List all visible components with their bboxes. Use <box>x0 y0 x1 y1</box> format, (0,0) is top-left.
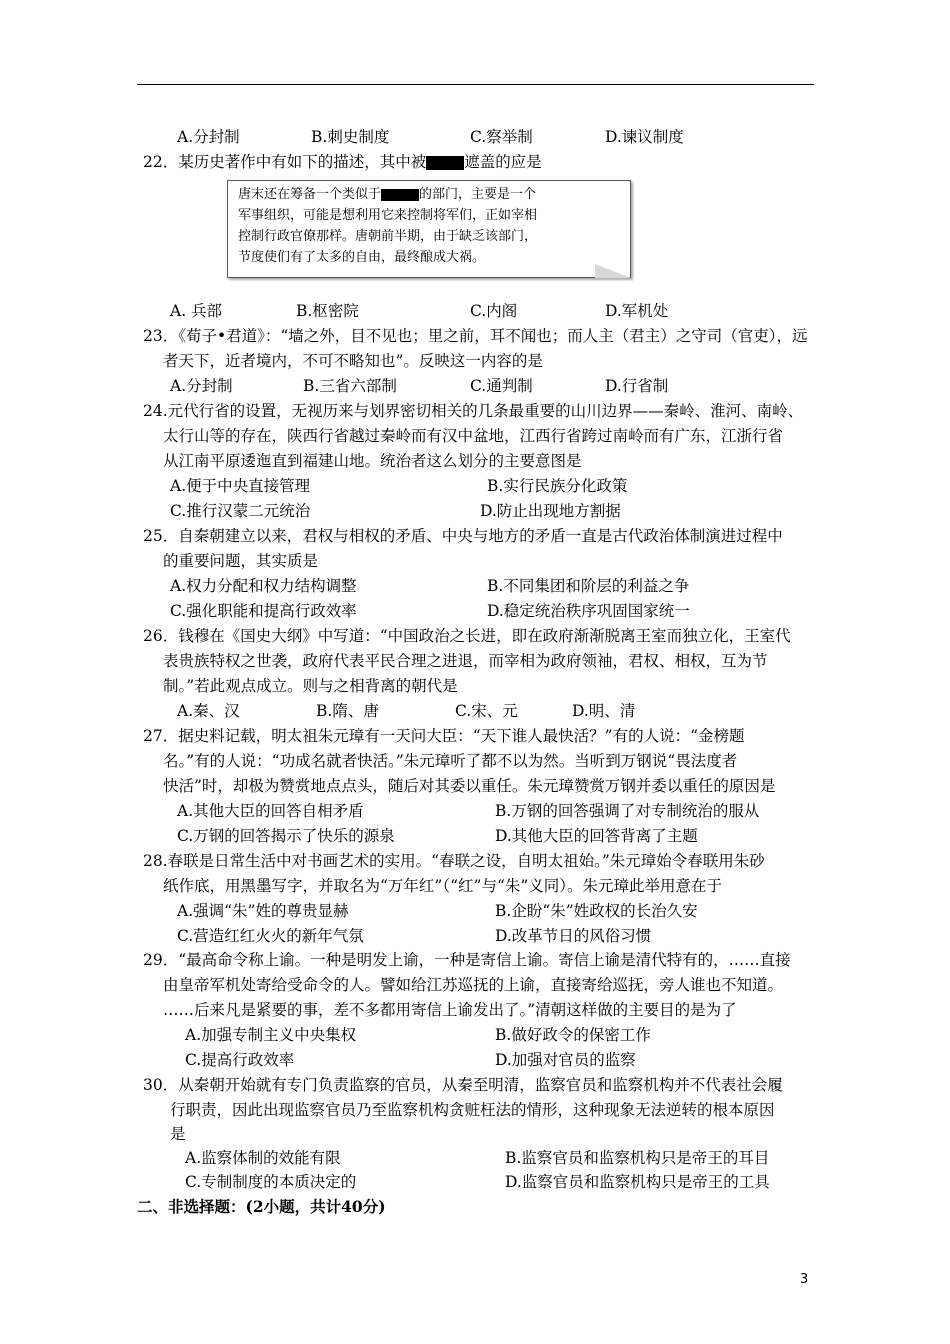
q27-option-b: B.万钢的回答强调了对专制统治的服从 <box>495 802 760 820</box>
q29-line-3: ……后来凡是紧要的事，差不多都用寄信上谕发出了。”清朝这样做的主要目的是为了 <box>163 1001 737 1019</box>
q24-option-c: C.推行汉蒙二元统治 <box>170 502 311 520</box>
q25-line-2: 的重要问题，其实质是 <box>163 552 319 570</box>
q30-line-2: 行职责，因此出现监察官员乃至监察机构贪赃枉法的情形，这种现象无法逆转的根本原因 <box>170 1101 775 1119</box>
q22-option-a: A. 兵部 <box>170 302 223 320</box>
q21-option-d: D.谏议制度 <box>605 128 684 146</box>
q30-option-c: C.专制制度的本质决定的 <box>185 1173 357 1191</box>
q22-option-b: B.枢密院 <box>296 302 359 320</box>
q29-option-a: A.加强专制主义中央集权 <box>185 1026 357 1044</box>
redaction-block <box>426 156 464 170</box>
q29-option-c: C.提高行政效率 <box>185 1051 295 1069</box>
q29-line-2: 由皇帝军机处寄给受命令的人。譬如给江苏巡抚的上谕，直接寄给巡抚，旁人谁也不知道。 <box>163 976 784 994</box>
q29-option-b: B.做好政令的保密工作 <box>495 1026 651 1044</box>
q22-option-c: C.内阁 <box>470 302 518 320</box>
section-2-heading: 二、非选择题：(2小题，共计40分) <box>137 1197 386 1216</box>
box-line-3: 控制行政官僚那样。唐朝前半期，由于缺乏该部门， <box>238 229 538 244</box>
q27-line-3: 快活”时，却极为赞赏地点点头，随后对其委以重任。朱元璋赞赏万钢并委以重任的原因是 <box>163 777 776 795</box>
page-curl <box>595 264 631 278</box>
q22-stem: 22．某历史著作中有如下的描述，其中被 遮盖的应是 <box>143 153 542 171</box>
q21-option-a: A.分封制 <box>177 128 240 146</box>
q27-line-2: 名。”有的人说：“功成名就者快活。”朱元璋听了都不以为然。当听到万钢说“畏法度者 <box>163 752 738 770</box>
q26-option-c: C.宋、元 <box>455 702 518 720</box>
q24-option-a: A.便于中央直接管理 <box>170 477 311 495</box>
q27-option-a: A.其他大臣的回答自相矛盾 <box>177 802 364 820</box>
q23-line-2: 者天下，近者境内，不可不略知也”。反映这一内容的是 <box>163 352 543 370</box>
q27-line-1: 27．据史料记载，明太祖朱元璋有一天问大臣：“天下谁人最快活？”有的人说：“金榜题 <box>143 727 745 745</box>
q24-line-1: 24.元代行省的设置，无视历来与划界密切相关的几条最重要的山川边界——秦岭、淮河、南岭、 <box>143 402 804 420</box>
q28-option-b: B.企盼“朱”姓政权的长治久安 <box>495 902 698 920</box>
q24-option-b: B.实行民族分化政策 <box>487 477 628 495</box>
header-rule <box>137 84 814 85</box>
q25-option-c: C.强化职能和提高行政效率 <box>170 602 357 620</box>
q30-line-3: 是 <box>170 1125 186 1143</box>
q26-option-a: A.秦、汉 <box>177 702 240 720</box>
q28-option-c: C.营造红红火火的新年气氛 <box>177 927 364 945</box>
q28-option-d: D.改革节日的风俗习惯 <box>495 927 652 945</box>
q28-line-1: 28.春联是日常生活中对书画艺术的实用。“春联之设，自明太祖始。”朱元璋始令春联用朱砂 <box>143 852 765 870</box>
q30-option-b: B.监察官员和监察机构只是帝王的耳目 <box>505 1149 770 1167</box>
q21-option-b: B.刺史制度 <box>311 128 390 146</box>
q23-option-d: D.行省制 <box>605 377 669 395</box>
box-redaction-block <box>381 189 419 201</box>
q25-option-d: D.稳定统治秩序巩固国家统一 <box>487 602 690 620</box>
q25-option-b: B.不同集团和阶层的利益之争 <box>487 577 690 595</box>
q27-option-c: C.万钢的回答揭示了快乐的源泉 <box>177 827 395 845</box>
q21-option-c: C.察举制 <box>470 128 533 146</box>
q30-line-1: 30．从秦朝开始就有专门负责监察的官员，从秦至明清，监察官员和监察机构并不代表社会履 <box>143 1076 783 1094</box>
q23-option-b: B.三省六部制 <box>303 377 397 395</box>
q29-option-d: D.加强对官员的监察 <box>495 1051 636 1069</box>
q24-line-2: 太行山等的存在，陕西行省越过秦岭而有汉中盆地，江西行省跨过南岭而有广东，江浙行省 <box>163 427 784 445</box>
q28-line-2: 纸作底，用黑墨写字，并取名为“万年红”（“红”与“朱”义同）。朱元璋此举用意在于 <box>163 877 723 895</box>
box-line-2: 军事组织，可能是想利用它来控制将军们，正如宰相 <box>238 208 538 223</box>
q24-option-d: D.防止出现地方割据 <box>480 502 621 520</box>
q25-option-a: A.权力分配和权力结构调整 <box>170 577 357 595</box>
q24-line-3: 从江南平原逶迤直到福建山地。统治者这么划分的主要意图是 <box>163 452 582 470</box>
q26-line-2: 表贵族特权之世袭，政府代表平民合理之进退，而宰相为政府领袖，君权、相权，互为节 <box>163 652 768 670</box>
q22-quote-box <box>227 180 631 278</box>
q25-line-1: 25．自秦朝建立以来，君权与相权的矛盾、中央与地方的矛盾一直是古代政治体制演进过程中 <box>143 527 783 545</box>
q26-line-1: 26．钱穆在《国史大纲》中写道：“中国政治之长进，即在政府渐渐脱离王室而独立化，王室代 <box>143 627 791 645</box>
q30-option-a: A.监察体制的效能有限 <box>185 1149 341 1167</box>
q23-line-1: 23．《荀子•君道》：“墙之外，目不见也；里之前，耳不闻也；而人主（君主）之守司（官吏），远 <box>143 327 808 345</box>
q22-option-d: D.军机处 <box>605 302 669 320</box>
box-line-1: 唐末还在筹备一个类似于 的部门，主要是一个 <box>238 187 537 202</box>
q29-line-1: 29．“最高命令称上谕。一种是明发上谕，一种是寄信上谕。寄信上谕是清代特有的，……直接 <box>143 951 791 969</box>
q30-option-d: D.监察官员和监察机构只是帝王的工具 <box>505 1173 770 1191</box>
q26-option-d: D.明、清 <box>572 702 636 720</box>
q26-option-b: B.隋、唐 <box>316 702 379 720</box>
q28-option-a: A.强调“朱”姓的尊贵显赫 <box>177 902 349 920</box>
q23-option-c: C.通判制 <box>470 377 533 395</box>
page-number: 3 <box>800 1272 809 1287</box>
box-line-4: 节度使们有了太多的自由，最终酿成大祸。 <box>238 250 486 265</box>
q23-option-a: A.分封制 <box>170 377 233 395</box>
q26-line-3: 制。”若此观点成立。则与之相背离的朝代是 <box>163 677 458 695</box>
q27-option-d: D.其他大臣的回答背离了主题 <box>495 827 698 845</box>
